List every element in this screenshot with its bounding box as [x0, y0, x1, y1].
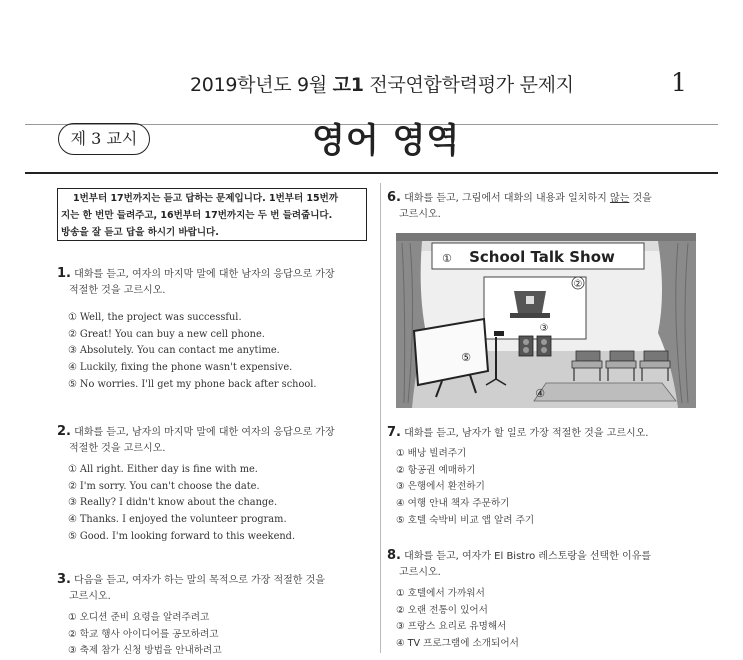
option-3: ③ 프랑스 요리로 유명해서	[396, 621, 507, 633]
option-1: ① 호텔에서 가까워서	[396, 588, 485, 599]
curtain-valance	[396, 233, 696, 241]
question-stem: 대화를 듣고, 여자가 El Bistro 레스토랑을 선택한 이유를	[404, 551, 652, 562]
question-stem: 대화를 듣고, 남자의 마지막 말에 대한 여자의 응답으로 가장	[74, 427, 335, 438]
question-1-options	[68, 310, 378, 394]
question-stem-cont: 고르시오.	[399, 567, 441, 578]
exam-title-date: 2019학년도 9월	[190, 74, 327, 96]
question-6	[387, 190, 707, 223]
question-stem: 대화를 듣고, 남자가 할 일로 가장 적절한 것을 고르시오.	[404, 428, 649, 439]
question-stem-cont: 적절한 것을 고르시오.	[69, 443, 166, 454]
question-stem-cont: 고르시오.	[69, 591, 111, 602]
notice-line-2: 지는 한 번만 들려주고, 16번부터 17번까지는 두 번 들려줍니다.	[61, 210, 333, 221]
option-5: ⑤ 호텔 숙박비 비교 앱 알려 주기	[396, 514, 535, 526]
option-3: ③ 은행에서 환전하기	[396, 481, 485, 493]
option-1: ① 오디션 준비 요령을 알려주려고	[68, 612, 210, 623]
question-8	[387, 548, 707, 581]
question-number: 6.	[387, 190, 401, 205]
question-stem-end: 것을	[629, 193, 652, 204]
laptop-logo	[526, 296, 534, 304]
option-4: ④ Thanks. I enjoyed the volunteer program.	[68, 514, 287, 526]
figure-label-3: ③	[539, 323, 549, 334]
speaker-cone	[541, 347, 547, 353]
question-number: 2.	[57, 424, 71, 439]
notice-line-1: 1번부터 17번까지는 듣고 답하는 문제입니다. 1번부터 15번까	[73, 193, 339, 204]
speaker-cone	[541, 339, 547, 345]
question-stem-cont: 적절한 것을 고르시오.	[69, 285, 166, 296]
option-3: ③ 축제 참가 신청 방법을 안내하려고	[68, 645, 222, 657]
option-2: ② Great! You can buy a new cell phone.	[68, 328, 265, 340]
option-2: ② I'm sorry. You can't choose the date.	[68, 480, 260, 492]
option-5: ⑤ Good. I'm looking forward to this weekend.	[68, 530, 296, 542]
speaker-cone	[523, 347, 529, 353]
exam-title	[190, 70, 574, 97]
question-number: 8.	[387, 548, 401, 563]
question-stem: 대화를 듣고, 그림에서 대화의 내용과 일치하지	[404, 193, 610, 204]
header-rule-bottom	[25, 172, 718, 174]
question-8-options	[396, 586, 706, 653]
option-3: ③ Absolutely. You can contact me anytime.	[68, 345, 280, 357]
option-4: ④ TV 프로그램에 소개되어서	[396, 638, 519, 650]
question-2-options	[68, 462, 378, 546]
figure-label-1: ①	[442, 252, 452, 265]
question-7	[387, 425, 707, 442]
option-4: ④ 여행 안내 책자 주문하기	[396, 498, 510, 510]
question-number: 1.	[57, 266, 71, 281]
subject-title: 영어 영역	[312, 121, 461, 161]
option-4: ④ Luckily, fixing the phone wasn't expensive.	[68, 362, 293, 374]
exam-title-grade: 고1	[332, 74, 364, 96]
question-2	[57, 424, 372, 457]
question-stem: 대화를 듣고, 여자의 마지막 말에 대한 남자의 응답으로 가장	[74, 269, 335, 280]
period-badge: 제 3 교시	[58, 123, 150, 155]
page-number: 1	[671, 68, 687, 97]
speaker-cone	[523, 339, 529, 345]
laptop-base	[510, 313, 550, 318]
option-1: ① 배낭 빌려주기	[396, 448, 467, 459]
microphone	[494, 331, 504, 336]
option-3: ③ Really? I didn't know about the change.	[68, 497, 278, 509]
question-stem-cont: 고르시오.	[399, 209, 441, 220]
question-3	[57, 572, 372, 605]
exam-title-rest: 전국연합학력평가 문제지	[369, 74, 574, 96]
option-1: ① All right. Either day is fine with me.	[68, 464, 258, 475]
listening-notice	[57, 188, 367, 241]
option-2: ② 오랜 전통이 있어서	[396, 604, 488, 616]
talk-show-stage-figure	[396, 233, 696, 408]
floor-mat	[534, 383, 676, 401]
option-2: ② 학교 행사 아이디어를 공모하려고	[68, 628, 219, 640]
question-3-options	[68, 610, 378, 660]
option-2: ② 항공권 예매하기	[396, 464, 476, 476]
column-divider	[380, 183, 381, 653]
question-1	[57, 266, 372, 299]
figure-label-5: ⑤	[461, 351, 471, 364]
question-stem: 다음을 듣고, 여자가 하는 말의 목적으로 가장 적절한 것을	[74, 575, 325, 586]
notice-line-3: 방송을 잘 듣고 답을 하시기 바랍니다.	[61, 227, 219, 238]
question-number: 3.	[57, 572, 71, 587]
question-stem-underlined: 않는	[609, 193, 630, 204]
figure-label-2: ②	[573, 279, 583, 290]
question-number: 7.	[387, 425, 401, 440]
question-7-options	[396, 446, 706, 530]
option-1: ① Well, the project was successful.	[68, 312, 242, 323]
figure-label-4: ④	[535, 387, 545, 400]
option-5: ⑤ No worries. I'll get my phone back after school.	[68, 378, 317, 390]
banner-text: School Talk Show	[469, 248, 615, 266]
